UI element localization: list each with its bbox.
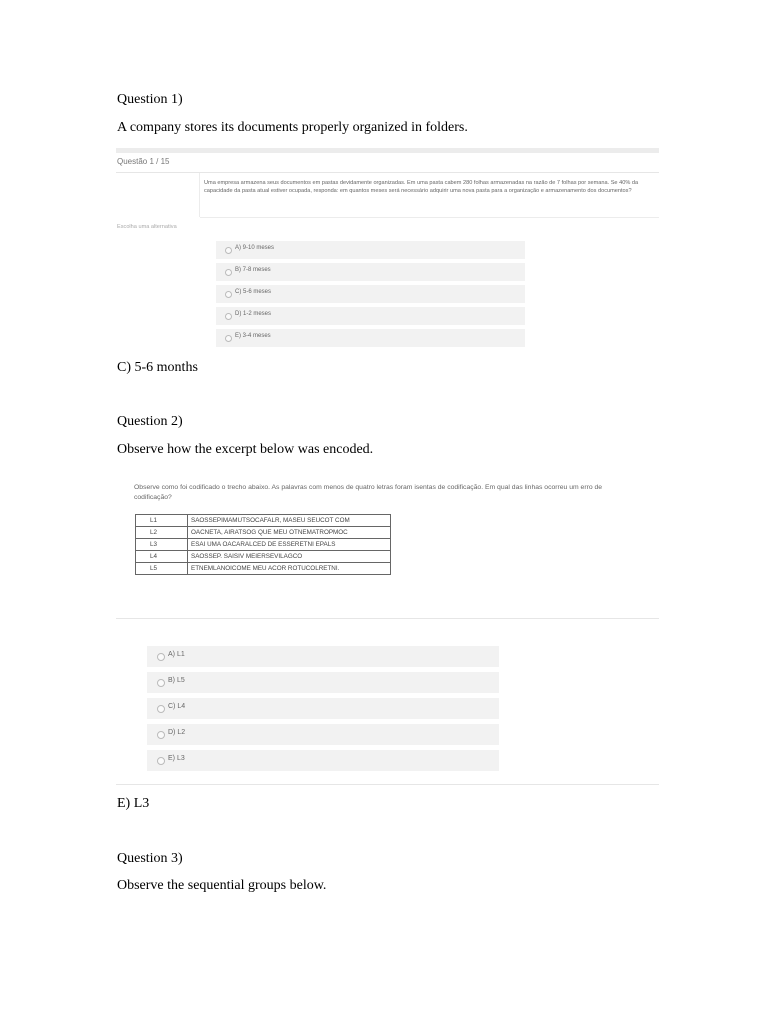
embedded-instruction-text: Observe como foi codificado o trecho abaixo. As palavras com menos de quatro letras foram isentas de codificação. Em qual das linhas ocorreu um erro de codificação? [134, 484, 603, 501]
option-a[interactable] [147, 646, 499, 667]
question-3-title: Question 3) [117, 851, 183, 866]
radio-icon[interactable] [225, 335, 232, 342]
question-2-text: Observe how the excerpt below was encoded. [117, 442, 374, 457]
encoding-table [135, 514, 391, 575]
option-b[interactable] [216, 263, 525, 281]
question-2-answer: E) L3 [117, 796, 150, 811]
divider [116, 172, 659, 173]
radio-icon[interactable] [225, 313, 232, 320]
question-1-title: Question 1) [117, 92, 183, 107]
question-counter: Questão 1 / 15 [117, 157, 170, 166]
radio-icon[interactable] [225, 247, 232, 254]
radio-icon[interactable] [157, 757, 165, 765]
question-1-text: A company stores its documents properly organized in folders. [117, 120, 468, 135]
question-3-text: Observe the sequential groups below. [117, 878, 327, 893]
encoded-text: SAOSSEP. SAISIV MEIERSEVILAGCO [188, 551, 391, 563]
radio-icon[interactable] [157, 731, 165, 739]
option-label: A) 9-10 meses [235, 245, 275, 251]
option-label: D) 1-2 meses [235, 311, 272, 317]
option-d[interactable] [147, 724, 499, 745]
radio-icon[interactable] [225, 269, 232, 276]
option-label: B) L5 [168, 677, 185, 684]
option-a[interactable] [216, 241, 525, 259]
option-e[interactable] [216, 329, 525, 347]
divider [116, 784, 659, 785]
radio-icon[interactable] [225, 291, 232, 298]
table-row [136, 539, 391, 551]
question-2-title: Question 2) [117, 414, 183, 429]
screenshot-top-bar [116, 148, 659, 153]
question-1-answer: C) 5-6 months [117, 360, 198, 375]
divider [116, 618, 659, 619]
line-label: L5 [136, 563, 188, 575]
option-label: C) L4 [168, 703, 186, 710]
encoded-text: ESAI UMA OACARALCED DE ESSERETNI EPALS [188, 539, 391, 551]
option-e[interactable] [147, 750, 499, 771]
question-1-screenshot [116, 148, 659, 350]
option-c[interactable] [147, 698, 499, 719]
radio-icon[interactable] [157, 705, 165, 713]
encoded-text: ETNEMLANOICOME MEU ACOR ROTUCOLRETNI. [188, 563, 391, 575]
option-c[interactable] [216, 285, 525, 303]
table-row [136, 527, 391, 539]
option-label: B) 7-8 meses [235, 267, 271, 273]
table-row [136, 563, 391, 575]
encoded-text: OACNETA, AIRATSOG QUE MEU OTNEMATROPMOC [188, 527, 391, 539]
option-label: E) 3-4 meses [235, 333, 271, 339]
encoded-text: SAOSSEPIMAMUTSOCAFALR, MASEU SEUCOT COM [188, 515, 391, 527]
option-label: C) 5-6 meses [235, 289, 272, 295]
option-b[interactable] [147, 672, 499, 693]
question-2-screenshot [116, 476, 659, 788]
embedded-question-text: Uma empresa armazena seus documentos em pastas devidamente organizadas. Em uma pasta cabem 280 folhas armazenadas na razão de 7 folhas por semana. Se 40% da capacidade da pasta atual estiver ocupada, responda: em quantos meses será necessário adquirir uma nova pasta para a organização e armazenamento dos documentos? [204, 180, 639, 194]
radio-icon[interactable] [157, 653, 165, 661]
choose-alternative-label: Escolha uma alternativa [117, 224, 177, 230]
option-label: A) L1 [168, 651, 185, 658]
radio-icon[interactable] [157, 679, 165, 687]
option-label: D) L2 [168, 729, 186, 736]
line-label: L2 [136, 527, 188, 539]
line-label: L1 [136, 515, 188, 527]
option-d[interactable] [216, 307, 525, 325]
option-label: E) L3 [168, 755, 185, 762]
line-label: L4 [136, 551, 188, 563]
table-row [136, 515, 391, 527]
divider [200, 217, 659, 218]
table-row [136, 551, 391, 563]
divider [199, 173, 200, 217]
line-label: L3 [136, 539, 188, 551]
